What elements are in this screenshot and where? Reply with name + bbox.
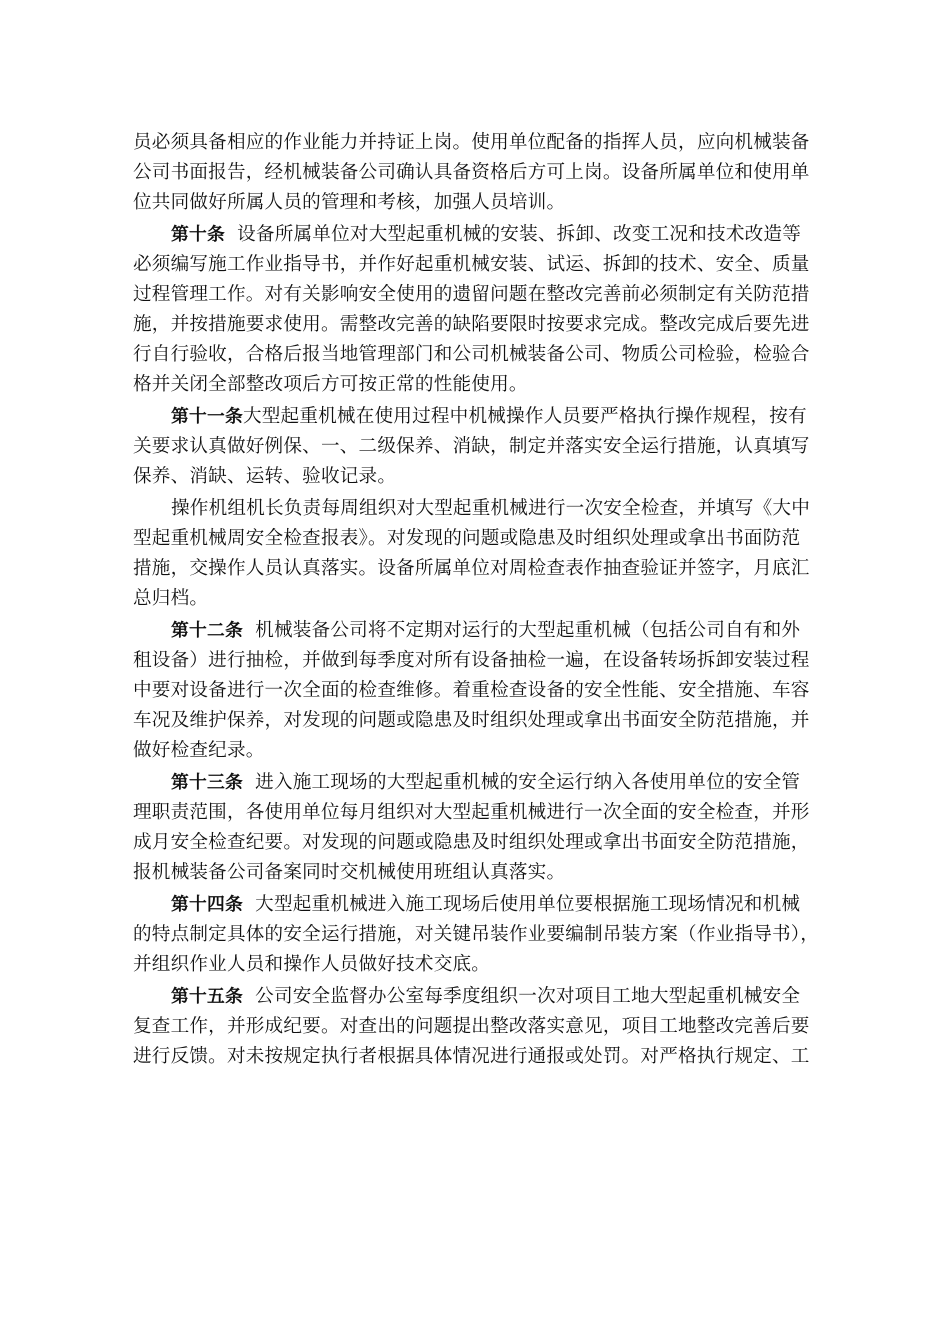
text-line: 进入施工现场的大型起重机械的安全运行纳入各使用单位的安全管 bbox=[242, 772, 801, 793]
text-line: 型起重机械周安全检查报表》。对发现的问题或隐患及时组织处理或拿出书面防范 bbox=[133, 528, 801, 549]
text-line: 成月安全检查纪要。对发现的问题或隐患及时组织处理或拿出书面安全防范措施， bbox=[133, 832, 810, 853]
text-line: 复查工作，并形成纪要。对查出的问题提出整改落实意见，项目工地整改完善后要 bbox=[133, 1016, 810, 1037]
text-line: 公司安全监督办公室每季度组织一次对项目工地大型起重机械安全 bbox=[242, 986, 801, 1007]
paragraph-inspection bbox=[133, 494, 825, 614]
text-line: 过程管理工作。对有关影响安全使用的遗留问题在整改完善前必须制定有关防范措 bbox=[133, 284, 810, 305]
text-line: 租设备）进行抽检，并做到每季度对所有设备抽检一遍，在设备转场拆卸安装过程 bbox=[133, 650, 810, 671]
text-line: 行自行验收，合格后报当地管理部门和公司机械装备公司、物质公司检验，检验合 bbox=[133, 344, 810, 365]
text-line: 车况及维护保养，对发现的问题或隐患及时组织处理或拿出书面安全防范措施，并 bbox=[133, 710, 810, 731]
text-line: 措施，交操作人员认真落实。设备所属单位对周检查表作抽查验证并签字，月底汇 bbox=[133, 558, 810, 579]
article-first-line bbox=[133, 220, 825, 250]
article-heading: 第十一条 bbox=[171, 406, 243, 427]
article-first-line bbox=[133, 768, 825, 798]
article-first-line bbox=[133, 616, 825, 646]
article-first-line bbox=[133, 402, 825, 432]
article-first-line bbox=[133, 890, 825, 920]
text-line: 大型起重机械进入施工现场后使用单位要根据施工现场情况和机械 bbox=[242, 894, 801, 915]
article-heading: 第十三条 bbox=[171, 772, 243, 793]
text-line: 做好检查纪录。 bbox=[133, 740, 265, 761]
paragraph-continuation bbox=[133, 128, 825, 218]
article-heading: 第十五条 bbox=[171, 986, 243, 1007]
text-line: 理职责范围，各使用单位每月组织对大型起重机械进行一次全面的安全检查，并形 bbox=[133, 802, 810, 823]
article-14 bbox=[133, 890, 825, 980]
article-first-line bbox=[133, 982, 825, 1012]
article-12 bbox=[133, 616, 825, 766]
text-line: 员必须具备相应的作业能力并持证上岗。使用单位配备的指挥人员，应向机械装备 bbox=[133, 132, 810, 153]
text-line: 位共同做好所属人员的管理和考核，加强人员培训。 bbox=[133, 192, 566, 213]
text-line: 的特点制定具体的安全运行措施，对关键吊装作业要编制吊装方案（作业指导书）， bbox=[133, 924, 820, 945]
text-line: 进行反馈。对未按规定执行者根据具体情况进行通报或处罚。对严格执行规定、工 bbox=[133, 1046, 810, 1067]
article-10 bbox=[133, 220, 825, 400]
text-line: 保养、消缺、运转、验收记录。 bbox=[133, 466, 397, 487]
article-13 bbox=[133, 768, 825, 888]
text-line: 公司书面报告，经机械装备公司确认具备资格后方可上岗。设备所属单位和使用单 bbox=[133, 162, 810, 183]
text-line: 机械装备公司将不定期对运行的大型起重机械（包括公司自有和外 bbox=[242, 620, 801, 641]
article-11 bbox=[133, 402, 825, 492]
text-line: 必须编写施工作业指导书，并作好起重机械安装、试运、拆卸的技术、安全、质量 bbox=[133, 254, 810, 275]
text-line: 中要对设备进行一次全面的检查维修。着重检查设备的安全性能、安全措施、车容 bbox=[133, 680, 810, 701]
text-line: 施，并按措施要求使用。需整改完善的缺陷要限时按要求完成。整改完成后要先进 bbox=[133, 314, 810, 335]
text-line: 格并关闭全部整改项后方可按正常的性能使用。 bbox=[133, 374, 528, 395]
text-line: 报机械装备公司备案同时交机械使用班组认真落实。 bbox=[133, 862, 566, 883]
text-line: 设备所属单位对大型起重机械的安装、拆卸、改变工况和技术改造等 bbox=[224, 224, 801, 245]
text-line: 并组织作业人员和操作人员做好技术交底。 bbox=[133, 954, 491, 975]
text-line: 关要求认真做好例保、一、二级保养、消缺，制定并落实安全运行措施，认真填写 bbox=[133, 436, 810, 457]
text-line: 大型起重机械在使用过程中机械操作人员要严格执行操作规程，按有 bbox=[242, 406, 807, 427]
document-body bbox=[133, 128, 825, 1072]
article-heading: 第十四条 bbox=[171, 894, 243, 915]
article-heading: 第十二条 bbox=[171, 620, 243, 641]
article-15 bbox=[133, 982, 825, 1072]
article-heading: 第十条 bbox=[171, 224, 225, 245]
text-line: 总归档。 bbox=[133, 588, 209, 609]
text-line: 操作机组机长负责每周组织对大型起重机械进行一次安全检查，并填写《大中 bbox=[171, 498, 810, 519]
